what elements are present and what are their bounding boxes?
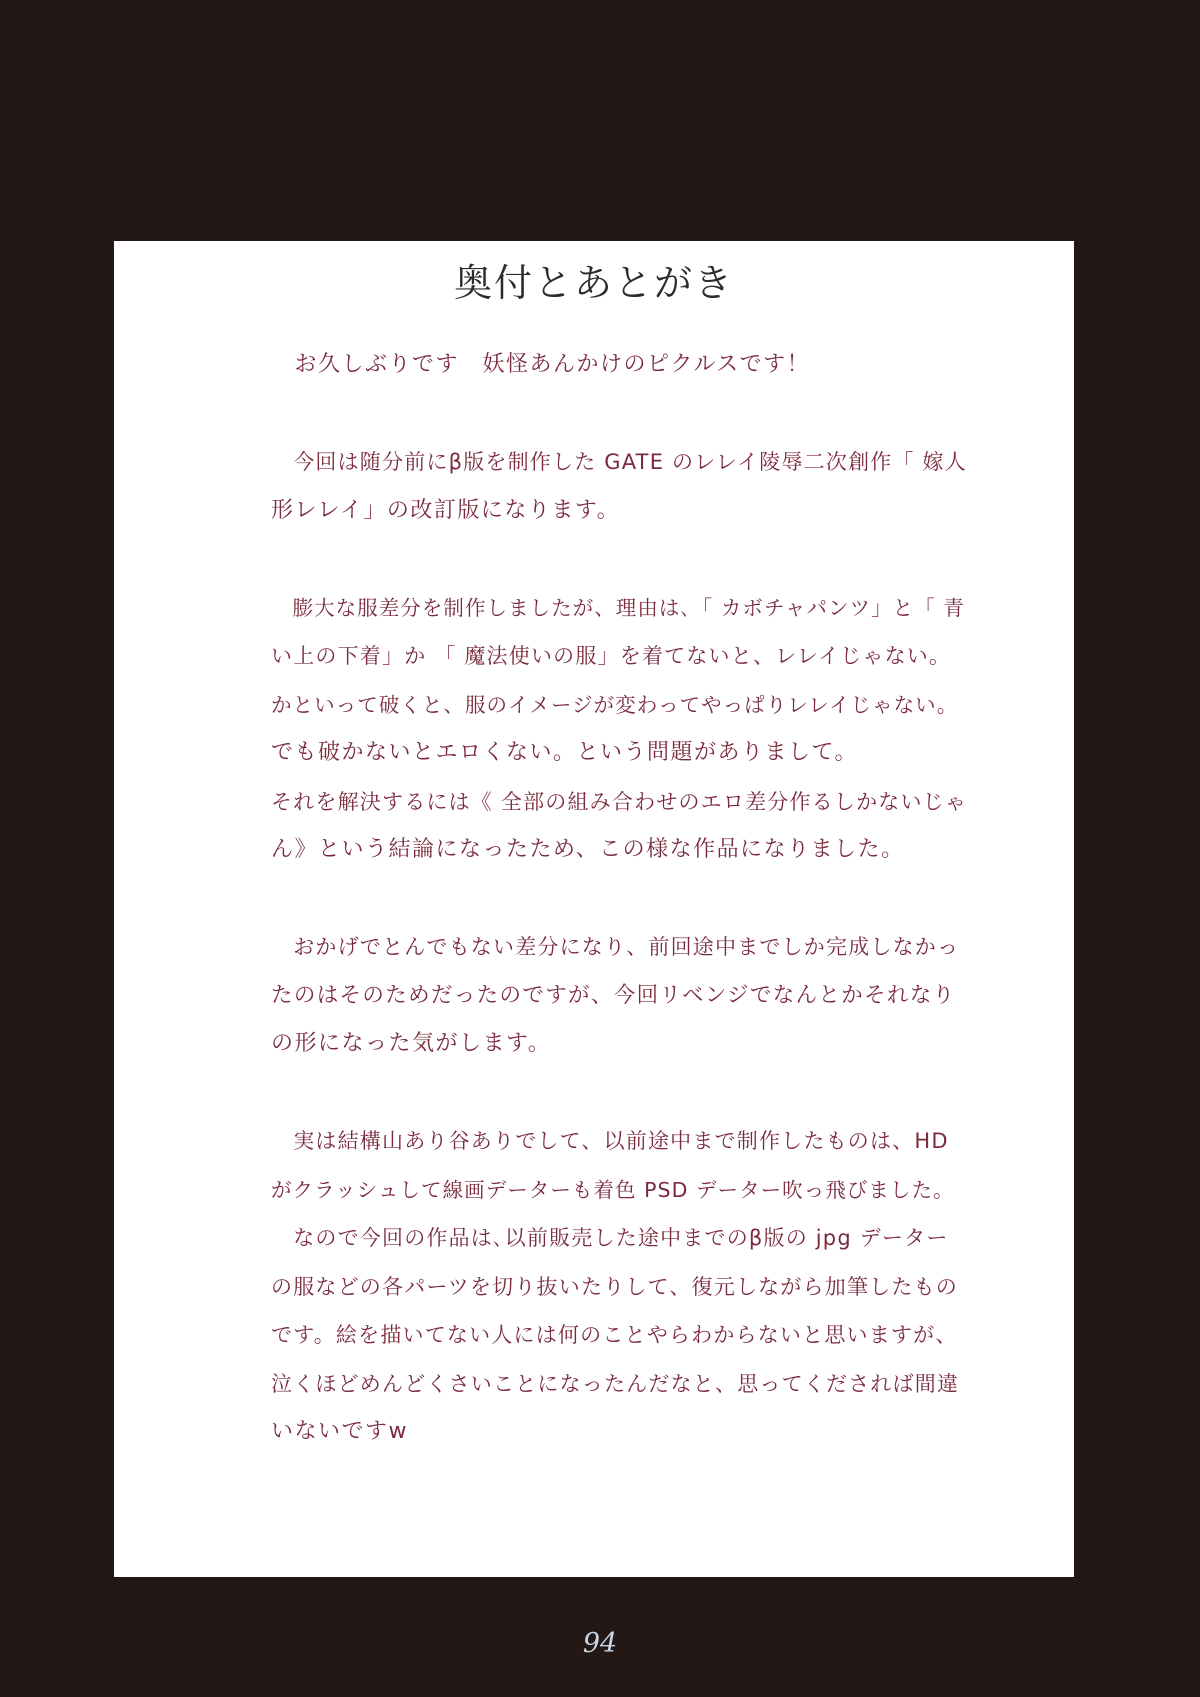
text-line: いないですw [271, 1419, 408, 1444]
text-line: かといって破くと、服のイメージが変わってやっぱりレレイじゃない。 [271, 692, 959, 717]
blank-line [271, 875, 967, 924]
text-line: です。絵を描いてない人には何のことやらわからないと思いますが、 [271, 1323, 958, 1347]
text-line: ん》という結論になったため、この様な作品になりました。 [271, 837, 905, 862]
blank-line [271, 535, 967, 584]
text-line: の形になった気がします。 [271, 1031, 552, 1056]
afterword-body [271, 341, 967, 1457]
text-line: でも破かないとエロくない。という問題がありまして。 [271, 740, 859, 765]
text-sheet [114, 241, 1074, 1577]
page-number: 94 [582, 1628, 618, 1659]
text-line: い上の下着」か 「 魔法使いの服」を着てないと、レレイじゃない。 [271, 644, 952, 668]
text-line: 形レレイ」の改訂版になります。 [271, 497, 621, 523]
text-line: それを解決するには《 全部の組み合わせのエロ差分作るしかないじゃ [271, 789, 968, 814]
blank-line [271, 1069, 967, 1118]
text-line: 実は結構山あり谷ありでして、以前途中まで制作したものは、HD [271, 1129, 949, 1153]
text-line: 今回は随分前にβ版を制作した GATE のレレイ陵辱二次創作「 嫁人 [271, 450, 967, 474]
text-line: なので今回の作品は､以前販売した途中までのβ版の jpg データー [271, 1226, 949, 1250]
blank-line [271, 390, 967, 439]
text-line: おかげでとんでもない差分になり、前回途中までしか完成しなかっ [271, 935, 960, 959]
text-line: 泣くほどめんどくさいことになったんだなと、思ってくだされば間違 [271, 1371, 960, 1396]
text-line: お久しぶりです 妖怪あんかけのピクルスです！ [271, 352, 811, 377]
text-line: の服などの各パーツを切り抜いたりして、復元しながら加筆したもの [271, 1274, 958, 1299]
text-line: 膨大な服差分を制作しましたが、理由は､「 カボチャパンツ」と「 青 [271, 595, 965, 620]
text-line: がクラッシュして線画データーも着色 PSD データー吹っ飛びました。 [271, 1177, 955, 1202]
text-line: たのはそのためだったのですが、今回リベンジでなんとかそれなり [271, 982, 956, 1008]
page-title: 奥付とあとがき [453, 261, 734, 305]
